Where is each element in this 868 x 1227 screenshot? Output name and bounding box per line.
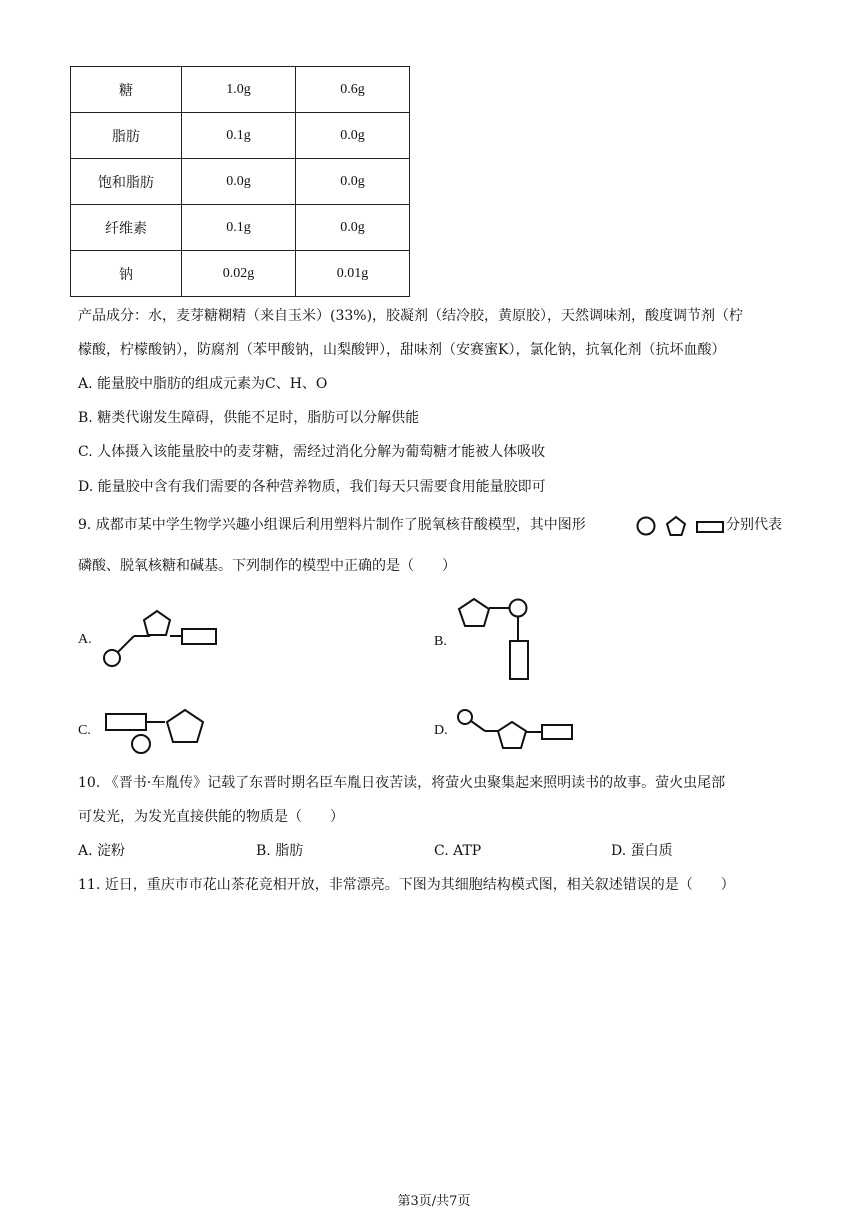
value-cell-1: 1.0g: [182, 67, 296, 113]
q9-stem-line-1: 9. 成都市某中学生物学兴趣小组课后利用塑料片制作了脱氧核苷酸模型，其中图形: [78, 517, 586, 533]
q9-label-d: D.: [434, 723, 448, 738]
value-cell-1: 0.1g: [182, 113, 296, 159]
ingredients-line-1: 产品成分：水，麦芽糖糊精（来自玉米）(33%)，胶凝剂（结冷胶，黄原胶），天然调味剂，酸度调节剂（柠: [78, 308, 744, 324]
table-row: [71, 159, 410, 205]
table-row: [71, 251, 410, 297]
nutrition-table: [70, 66, 410, 297]
q10-option-c: C. ATP: [434, 843, 482, 859]
nutrient-name-cell: 糖: [71, 67, 182, 113]
nutrient-name-cell: 饱和脂肪: [71, 159, 182, 205]
q9-label-c: C.: [78, 723, 91, 738]
q10-option-b: B. 脂肪: [256, 843, 304, 859]
nucleotide-model-d: [455, 706, 580, 756]
value-cell-2: 0.0g: [296, 205, 410, 251]
q9-label-b: B.: [434, 634, 447, 649]
table-row: [71, 67, 410, 113]
q8-option-b: B. 糖类代谢发生障碍，供能不足时，脂肪可以分解供能: [78, 410, 420, 426]
base-rectangle-icon: [696, 521, 724, 533]
nutrient-name-cell: 脂肪: [71, 113, 182, 159]
value-cell-1: 0.02g: [182, 251, 296, 297]
nutrient-name-cell: 纤维素: [71, 205, 182, 251]
table-row: [71, 205, 410, 251]
phosphate-circle-icon: [636, 516, 656, 536]
value-cell-1: 0.0g: [182, 159, 296, 205]
nutrient-name-cell: 钠: [71, 251, 182, 297]
q10-option-a: A. 淀粉: [78, 843, 126, 859]
q9-label-a: A.: [78, 632, 92, 647]
q10-stem-line-1: 10. 《晋书·车胤传》记载了东晋时期名臣车胤日夜苦读，将萤火虫聚集起来照明读书的故事。萤火虫尾部: [78, 775, 726, 791]
q8-option-d: D. 能量胶中含有我们需要的各种营养物质，我们每天只需要食用能量胶即可: [78, 479, 546, 495]
q9-stem-line-1-end: 分别代表: [726, 517, 782, 533]
q10-stem-line-2: 可发光，为发光直接供能的物质是（ ）: [78, 809, 344, 825]
value-cell-1: 0.1g: [182, 205, 296, 251]
nucleotide-model-c: [103, 704, 213, 756]
value-cell-2: 0.0g: [296, 159, 410, 205]
value-cell-2: 0.0g: [296, 113, 410, 159]
q9-stem-line-2: 磷酸、脱氧核糖和碱基。下列制作的模型中正确的是（ ）: [78, 558, 456, 574]
deoxyribose-pentagon-icon: [665, 515, 687, 537]
value-cell-2: 0.01g: [296, 251, 410, 297]
q8-option-c: C. 人体摄入该能量胶中的麦芽糖，需经过消化分解为葡萄糖才能被人体吸收: [78, 444, 546, 460]
q10-option-d: D. 蛋白质: [611, 843, 673, 859]
ingredients-line-2: 檬酸，柠檬酸钠），防腐剂（苯甲酸钠，山梨酸钾），甜味剂（安赛蜜K），氯化钠，抗氧化剂（抗坏血酸）: [78, 342, 726, 358]
page-number: 第3页/共7页: [397, 1194, 471, 1209]
q11-stem-line-1: 11. 近日，重庆市市花山茶花竞相开放，非常漂亮。下图为其细胞结构模式图，相关叙述错误的是（ ）: [78, 877, 735, 893]
q8-option-a: A. 能量胶中脂肪的组成元素为C、H、O: [78, 376, 328, 392]
table-row: [71, 113, 410, 159]
nucleotide-model-b: [455, 595, 535, 685]
nucleotide-model-a: [100, 606, 225, 671]
value-cell-2: 0.6g: [296, 67, 410, 113]
